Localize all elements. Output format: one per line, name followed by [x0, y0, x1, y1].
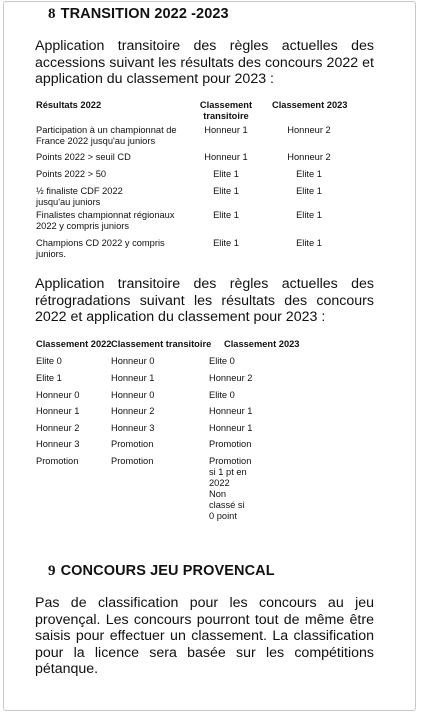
- table-cell: Honneur 1: [204, 152, 248, 162]
- table-cell: Honneur 2: [287, 152, 331, 162]
- table-row: ½ finaliste CDF 2022 jusqu'au juniors: [36, 186, 123, 207]
- section-8-heading: [48, 6, 229, 23]
- table-row: Honneur 0: [36, 390, 80, 400]
- retro-header-transitional: Classement transitoire: [111, 339, 212, 349]
- table-cell: Honneur 3: [111, 423, 155, 433]
- table-row: Honneur 2: [36, 423, 80, 433]
- table-cell: Elite 1: [296, 210, 322, 220]
- section-9-number: 9: [48, 563, 56, 579]
- table-cell: Honneur 1: [111, 373, 155, 383]
- table-cell: Elite 1: [213, 210, 239, 220]
- table-cell: Honneur 2: [287, 125, 331, 135]
- table-row: Promotion: [36, 456, 79, 466]
- table-cell: Elite 1: [296, 169, 322, 179]
- table-cell: Honneur 0: [111, 390, 155, 400]
- accessions-header-2023: Classement 2023: [272, 100, 348, 110]
- table-cell: Honneur 0: [111, 356, 155, 366]
- section-8-title: TRANSITION 2022 -2023: [60, 6, 229, 22]
- table-row: Elite 0: [36, 356, 62, 366]
- table-cell: Promotion si 1 pt en 2022 Non classé si 0 point: [209, 456, 252, 521]
- table-cell: Promotion: [209, 439, 252, 449]
- table-cell: Elite 1: [213, 169, 239, 179]
- table-cell: Elite 1: [213, 186, 239, 196]
- table-row: Participation à un championnat de France 2022 jusqu'au juniors: [36, 125, 177, 146]
- table-cell: Elite 0: [209, 390, 235, 400]
- table-cell: Elite 1: [213, 238, 239, 248]
- table-row: Points 2022 > seuil CD: [36, 152, 131, 162]
- table-cell: Promotion: [111, 456, 154, 466]
- retro-header-2022: Classement 2022: [36, 339, 112, 349]
- table-cell: Honneur 1: [204, 125, 248, 135]
- section-9-title: CONCOURS JEU PROVENCAL: [60, 563, 275, 579]
- section-9-heading: [48, 563, 275, 580]
- table-cell: Elite 0: [209, 356, 235, 366]
- section-8-number: 8: [48, 6, 56, 22]
- retrogradations-intro: Application transitoire des règles actuelles des rétrogradations suivant les résultats des concours 2022 et application du classement pour 2023 :: [35, 276, 374, 325]
- table-row: Honneur 3: [36, 439, 80, 449]
- section-9-body: Pas de classification pour les concours au jeu provençal. Les concours pourront tout de même être saisis pour effectuer un classement. La classification pour la licence sera basée sur les compétitions pétanque.: [35, 595, 374, 677]
- table-cell: Honneur 1: [209, 423, 253, 433]
- table-row: Finalistes championnat régionaux 2022 y compris juniors: [36, 210, 175, 231]
- table-row: Elite 1: [36, 373, 62, 383]
- table-cell: Honneur 2: [209, 373, 253, 383]
- table-cell: Honneur 1: [209, 406, 253, 416]
- table-cell: Honneur 2: [111, 406, 155, 416]
- table-cell: Elite 1: [296, 186, 322, 196]
- table-row: Honneur 1: [36, 406, 80, 416]
- retro-header-2023: Classement 2023: [224, 339, 300, 349]
- table-cell: Elite 1: [296, 238, 322, 248]
- accessions-intro: Application transitoire des règles actuelles des accessions suivant les résultats des concours 2022 et application du classement pour 2023 :: [35, 38, 374, 87]
- table-cell: Promotion: [111, 439, 154, 449]
- accessions-header-transitional: Classement transitoire: [199, 100, 253, 121]
- table-row: Points 2022 > 50: [36, 169, 107, 179]
- table-row: Champions CD 2022 y compris juniors.: [36, 238, 165, 259]
- accessions-header-results: Résultats 2022: [36, 100, 102, 110]
